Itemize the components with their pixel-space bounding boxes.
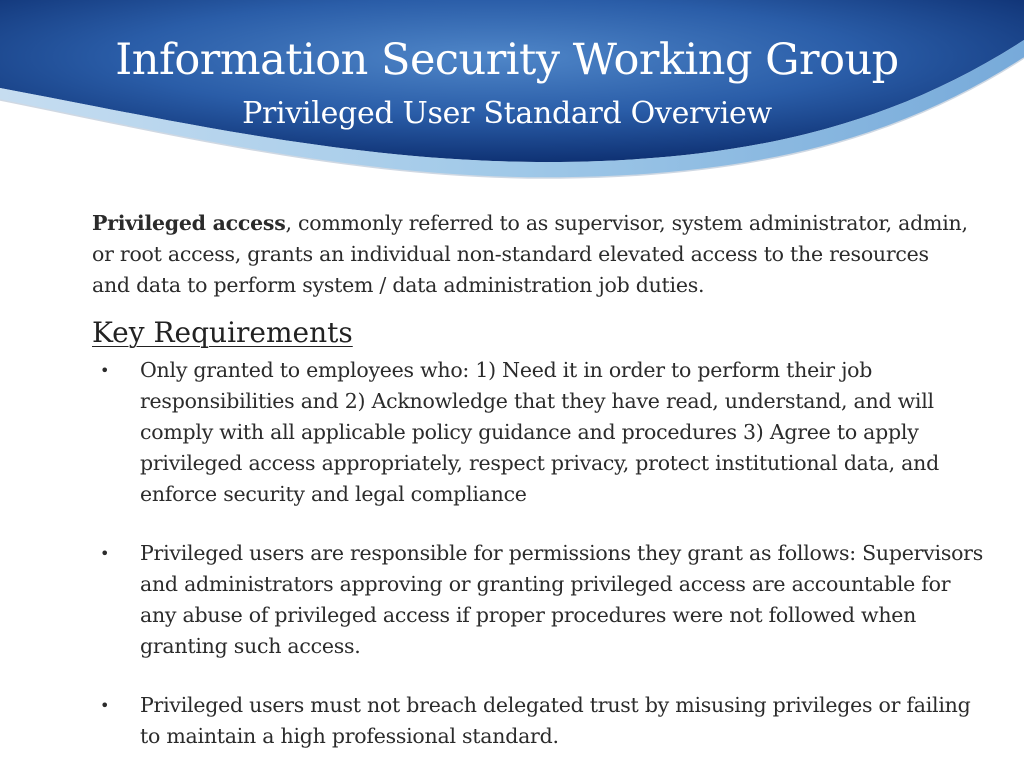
intro-paragraph [92, 208, 972, 301]
list-item-text: Only granted to employees who: 1) Need it in order to perform their job responsibilities and 2) Acknowledge that they have read, understand, and will comply with all applicable policy guidance and procedures 3) Agree to apply privileged access appropriately, respect privacy, protect institutional data, and enforce security and legal compliance [140, 358, 939, 506]
requirements-list [92, 355, 992, 752]
list-item [92, 355, 986, 510]
list-item-text: Privileged users are responsible for permissions they grant as follows: Supervisors and administrators approving or granting privileged access are accountable for any abuse of privileged access if proper procedures were not followed when granting such access. [140, 541, 984, 658]
slide-content [92, 208, 992, 780]
bullet-icon: • [100, 544, 110, 563]
list-item [92, 538, 986, 662]
key-requirements-heading: Key Requirements [92, 316, 353, 349]
intro-text: , commonly referred to as supervisor, system administrator, admin, or root access, grants an individual non-standard elevated access to the resources and data to perform system / data administration job duties. [92, 211, 968, 297]
bullet-icon: • [100, 696, 110, 715]
list-item [92, 690, 986, 752]
intro-term: Privileged access [92, 211, 286, 235]
page-title: Information Security Working Group [115, 35, 899, 85]
bullet-icon: • [100, 361, 110, 380]
list-item-text: Privileged users must not breach delegated trust by misusing privileges or failing to maintain a high professional standard. [140, 693, 971, 748]
page-subtitle: Privileged User Standard Overview [242, 96, 772, 131]
